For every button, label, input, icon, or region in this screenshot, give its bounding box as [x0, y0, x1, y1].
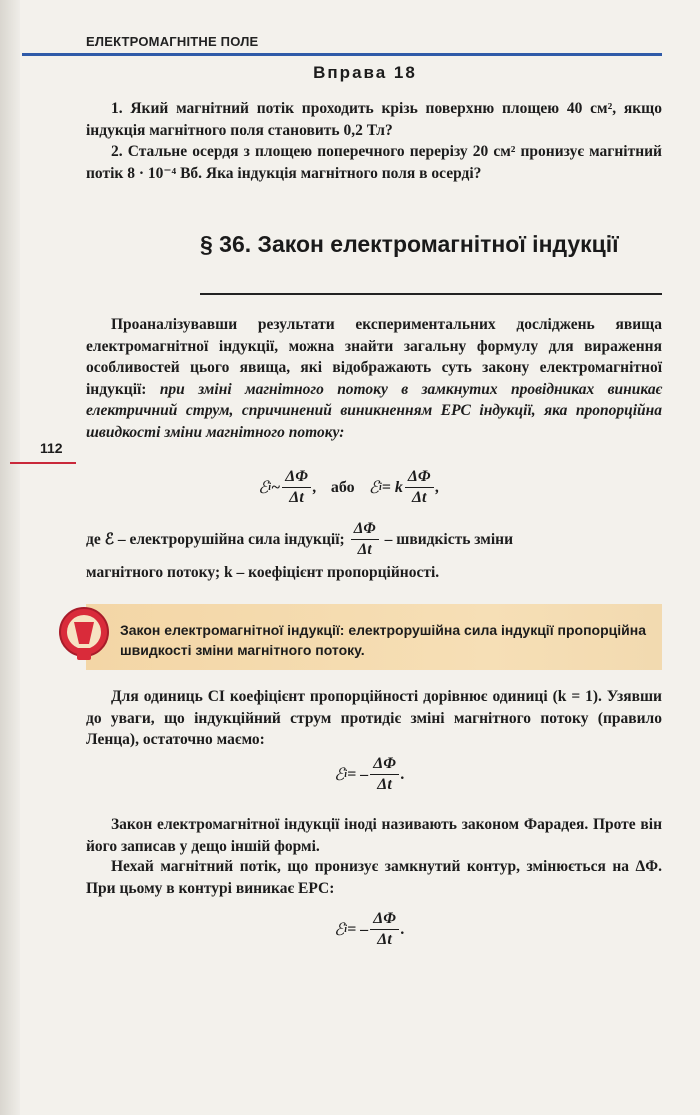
- fraction-denominator-4: Δt: [377, 931, 392, 948]
- faraday-paragraph: Закон електромагнітної індукції іноді називають законом Фарадея. Проте він його записав у дещо іншій формі.: [86, 816, 662, 855]
- running-header: ЕЛЕКТРОМАГНІТНЕ ПОЛЕ: [86, 34, 259, 49]
- fraction-denominator: Δt: [289, 489, 304, 506]
- section-title: § 36. Закон електромагнітної індукції: [200, 231, 619, 257]
- exercise-title: Вправа 18: [313, 63, 417, 82]
- emf-subscript: i: [268, 482, 272, 493]
- fraction-denominator-2: Δt: [411, 489, 427, 506]
- flux-rate-fraction: [282, 468, 311, 507]
- fraction-numerator: ΔΦ: [282, 468, 311, 488]
- intro-paragraph: [86, 314, 662, 443]
- definitions-denominator: Δt: [357, 541, 372, 558]
- emf-symbol-3: ℰ: [334, 764, 345, 785]
- emf-symbol: ℰ: [258, 477, 269, 498]
- emf-symbol-2: ℰ: [368, 477, 379, 498]
- period-2: .: [400, 920, 405, 938]
- fraction-numerator-2: ΔΦ: [405, 468, 434, 488]
- equals-k: = k: [381, 478, 403, 496]
- page-number: 112: [40, 440, 63, 456]
- callout-text: Закон електромагнітної індукції: електрорушійна сила індукції пропорційна швидкості зміни магнітного потоку.: [120, 622, 646, 658]
- emf-subscript-4: i: [344, 924, 348, 935]
- equals-minus-2: = –: [347, 920, 369, 938]
- approx-sign: ~: [271, 478, 281, 496]
- definitions-numerator: ΔΦ: [351, 520, 379, 540]
- intro-italic-text: при зміні магнітного потоку в замкнутих провідниках виникає електричний струм, спричинений виникненням ЕРС індукції, яка пропорційна швидкості зміни магнітного потоку:: [86, 380, 663, 441]
- definitions-part-2: – швидкість зміни: [384, 530, 514, 548]
- si-units-paragraph: Для одиниць СІ коефіцієнт пропорційності дорівнює одиниці (k = 1). Узявши до уваги, що індукційний струм протидіє зміні магнітного потоку (правило Ленца), остаточно маємо:: [86, 688, 662, 748]
- comma: ,: [312, 478, 317, 496]
- exercise-question-2: 2. Стальне осердя з площею поперечного перерізу 20 см² пронизує магнітний потік 8 · 10⁻⁴ Вб. Яка індукція магнітного поля в осерді?: [86, 143, 662, 182]
- intro-normal-text: Проаналізувавши результати експериментальних досліджень явища електромагнітної індукції, можна знайти загальну формулу для вираження особливостей цього явища, які відображають суть закону електромагнітної індукції:: [86, 316, 662, 398]
- formula-emf-proportional: [258, 468, 440, 507]
- fraction-numerator-4: ΔΦ: [370, 910, 399, 930]
- or-word: або: [330, 478, 355, 496]
- page-number-rule: [10, 462, 76, 464]
- equals-minus: = –: [347, 765, 369, 783]
- emf-subscript-3: i: [344, 769, 348, 780]
- formula-faraday-lenz: [334, 755, 405, 794]
- emf-subscript-2: i: [378, 482, 382, 493]
- emf-symbol-4: ℰ: [334, 919, 345, 940]
- definitions-line-2: магнітного потоку; k – коефіцієнт пропорційності.: [86, 564, 440, 581]
- period: .: [400, 765, 405, 783]
- attention-icon: [58, 604, 114, 670]
- comma-2: ,: [435, 478, 440, 496]
- fraction-numerator-3: ΔΦ: [370, 755, 399, 775]
- flux-change-paragraph: Нехай магнітний потік, що пронизує замкнутий контур, змінюється на ΔΦ. При цьому в контурі виникає ЕРС:: [86, 858, 662, 897]
- definitions-part-1: де ℰ – електрорушійна сила індукції;: [86, 530, 345, 548]
- flux-rate-fraction-2: [405, 468, 434, 507]
- exercise-question-1: 1. Який магнітний потік проходить крізь поверхню площею 40 см², якщо індукція магнітного поля становить 0,2 Тл?: [86, 100, 662, 139]
- flux-rate-fraction-3: [370, 755, 399, 794]
- fraction-denominator-3: Δt: [377, 776, 392, 793]
- formula-emf-final: [334, 910, 405, 949]
- definitions-line-1: [86, 520, 662, 559]
- section-rule: [200, 293, 662, 295]
- header-rule: [22, 53, 662, 56]
- flux-rate-fraction-4: [370, 910, 399, 949]
- definitions-fraction: [351, 520, 379, 559]
- page-edge: [0, 0, 20, 1115]
